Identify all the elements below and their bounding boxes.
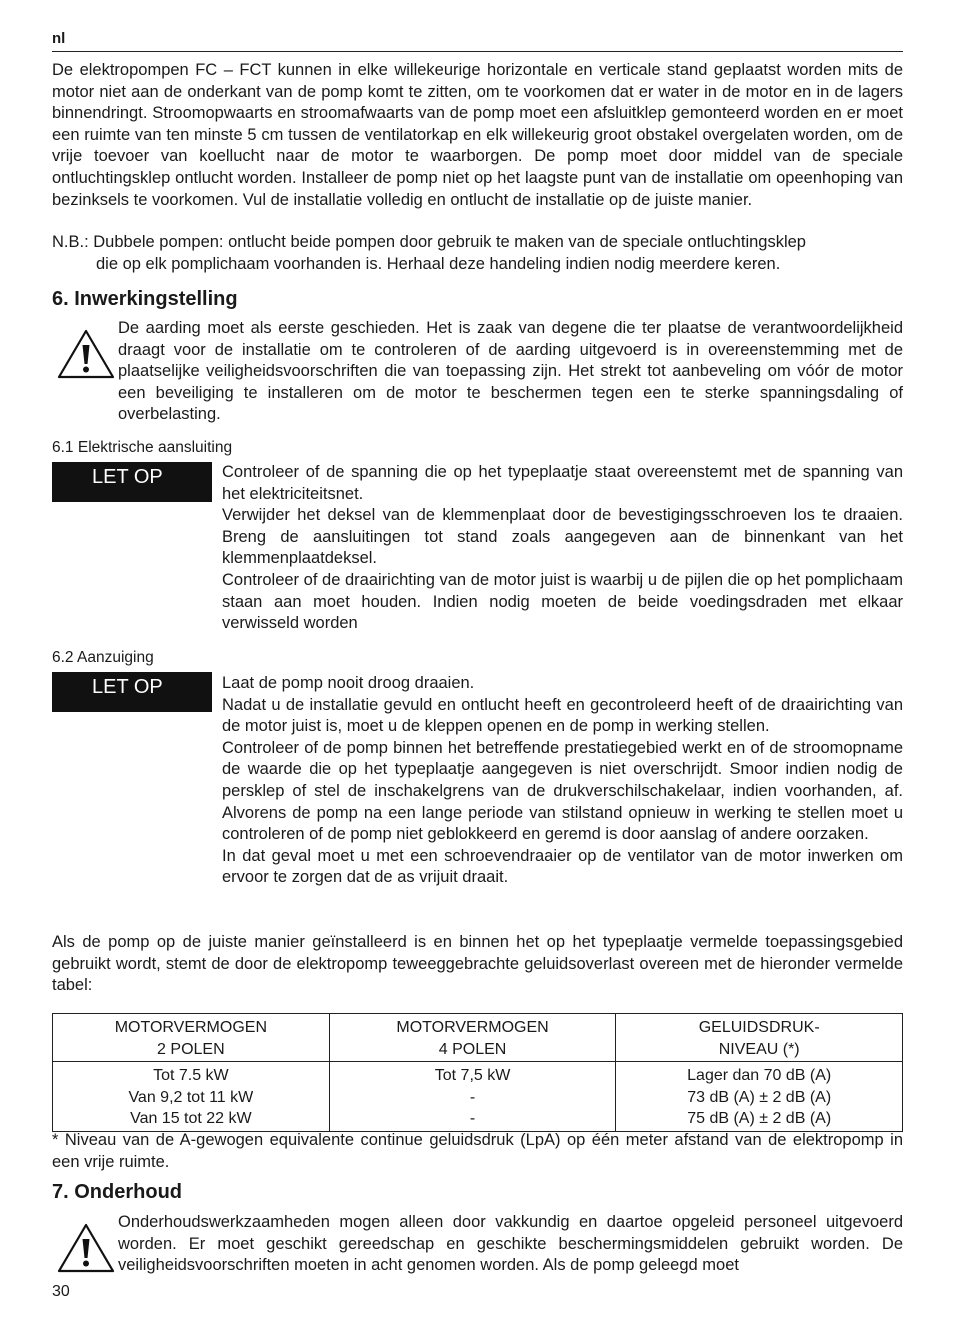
section-6-title: 6. Inwerkingstelling	[52, 288, 238, 310]
cell-value: 73 dB (A) ± 2 dB (A)	[687, 1088, 832, 1106]
table-cell	[329, 1062, 616, 1132]
noise-table	[52, 1013, 903, 1132]
cell-value: 75 dB (A) ± 2 dB (A)	[687, 1110, 832, 1128]
cell-value: Van 15 tot 22 kW	[130, 1110, 252, 1128]
header-divider	[52, 51, 903, 52]
warning-icon	[56, 328, 116, 380]
cell-value: -	[469, 1088, 476, 1106]
table-row	[53, 1062, 903, 1132]
table-header-cell	[329, 1014, 616, 1062]
footnote-text: * Niveau van de A-gewogen equivalente continue geluidsdruk (LpA) op één meter afstand van de elektropomp in een vrije ruimte.	[52, 1131, 903, 1171]
let-op-badge: LET OP	[52, 462, 212, 502]
subsection-6-1-title: 6.1 Elektrische aansluiting	[52, 439, 233, 456]
table-cell	[616, 1062, 903, 1132]
section-7-warning	[118, 1212, 903, 1277]
header-line: 2 POLEN	[157, 1040, 225, 1058]
noise-intro	[52, 932, 903, 997]
table-header-cell	[53, 1014, 330, 1062]
paragraph: Nadat u de installatie gevuld en ontlucht heeft en gecontroleerd heeft of de draairichting van de motor juist is, moet u de kleppen openen en de pomp in werking stellen.	[222, 695, 903, 736]
cell-value: Tot 7,5 kW	[434, 1067, 511, 1085]
cell-value: Lager dan 70 dB (A)	[687, 1067, 832, 1085]
table-footnote	[52, 1130, 903, 1173]
language-code: nl	[52, 30, 66, 47]
nb-note	[52, 232, 903, 275]
table-header-row	[53, 1014, 903, 1062]
paragraph: Controleer of de pomp binnen het betreffende prestatiegebied werkt en of de stroomopname de waarde die op het typeplaatje aangegeven is niet overschrijdt. Smoor indien nodig de persklep of stel de inschakelgrens van de drukverschilschakelaar, indien voorhanden, af. Alvorens de pomp na een lange periode van stilstand opnieuw in werking te stellen moet u controleren of de pomp niet geblokkeerd en geremd is door aanslag of andere oorzaken.	[222, 738, 903, 844]
table-cell	[53, 1062, 330, 1132]
section-6-warning-text: De aarding moet als eerste geschieden. Het is zaak van degene die ter plaatse de verantwoordelijkheid draagt voor de installatie om te controleren of de aarding uitgevoerd is in overeenstemming met de plaatselijke veiligheidsvoorschriften die van toepassing zijn. Het strekt tot aanbeveling om vóór de motor een beveiliging te installeren om de motor te beschermen tegen een te sterke spanningsdaling of overbelasting.	[118, 319, 903, 424]
nb-continuation: die op elk pomplichaam voorhanden is. Herhaal deze handeling indien nodig meerdere keren.	[96, 254, 781, 273]
noise-intro-text: Als de pomp op de juiste manier geïnstalleerd is en binnen het op het typeplaatje vermelde toepassingsgebied gebruikt wordt, stemt de door de elektropomp teweeggebrachte geluidsoverlast overeen met de hieronder vermelde tabel:	[52, 933, 903, 995]
header-line: 4 POLEN	[438, 1040, 507, 1058]
paragraph: Verwijder het deksel van de klemmenplaat door de bevestigingsschroeven los te draaien. Breng de aansluitingen tot stand zoals aangegeven aan de binnenkant van het klemmenplaatdeksel.	[222, 506, 903, 568]
cell-value: Van 9,2 tot 11 kW	[128, 1088, 254, 1106]
header-line: MOTORVERMOGEN	[396, 1019, 549, 1036]
intro-paragraph	[52, 60, 903, 211]
paragraph: Laat de pomp nooit droog draaien.	[222, 674, 475, 692]
warning-icon	[56, 1222, 116, 1274]
cell-value: -	[469, 1110, 476, 1128]
page-number: 30	[52, 1283, 70, 1300]
section-7-warning-text: Onderhoudswerkzaamheden mogen alleen door vakkundig en daartoe opgeleid personeel uitgevoerd worden. Er moet geschikt gereedschap en geschikte beschermingsmiddelen gebruikt worden. De veiligheidsvoorschriften moeten in acht genomen worden. Als de pomp geleegd moet	[118, 1213, 903, 1275]
header-line: MOTORVERMOGEN	[114, 1019, 267, 1036]
subsection-6-1-text	[222, 462, 903, 635]
cell-value: Tot 7.5 kW	[153, 1067, 229, 1085]
intro-text: De elektropompen FC – FCT kunnen in elke willekeurige horizontale en verticale stand geplaatst worden mits de motor niet aan de onderkant van de pomp komt te zitten, om te voorkomen dat er water in de motor en in de lagers binnendringt. Stroomopwaarts en stroomafwaarts van de pomp moet een afsluitklep gemonteerd worden en er moet een ruimte van ten minste 5 cm tussen de ventilatorkap en elk willekeurig groot obstakel overgelaten worden, om de vrije toevoer van koellucht naar de motor te waarborgen. De pomp moet door middel van de speciale ontluchtingsklep ontlucht worden. Installeer de pomp niet op het laagste punt van de installatie om opeenhoping van bezinksels te voorkomen. Vul de installatie volledig en ontlucht de installatie op de juiste manier.	[52, 61, 903, 209]
section-7-title: 7. Onderhoud	[52, 1181, 182, 1203]
let-op-badge: LET OP	[52, 672, 212, 712]
subsection-6-2-title: 6.2 Aanzuiging	[52, 649, 154, 666]
subsection-6-2-text	[222, 673, 903, 889]
paragraph: In dat geval moet u met een schroevendraaier op de ventilator van de motor inwerken om ervoor te zorgen dat de as vrijuit draait.	[222, 846, 903, 887]
paragraph: Controleer of de spanning die op het typeplaatje staat overeenstemt met de spanning van het elektriciteitsnet.	[222, 463, 903, 503]
section-6-warning	[118, 318, 903, 426]
paragraph: Controleer of de draairichting van de motor juist is waarbij u de pijlen die op het pomplichaam staan aan moet houden. Indien nodig moeten de beide voedingsdraden met elkaar verwisseld worden	[222, 570, 903, 633]
table-header-cell	[616, 1014, 903, 1062]
nb-first-line: N.B.: Dubbele pompen: ontlucht beide pompen door gebruik te maken van de speciale ontluchtingsklep	[52, 233, 806, 251]
header-line: NIVEAU (*)	[718, 1040, 800, 1058]
header-line: GELUIDSDRUK-	[698, 1019, 820, 1036]
